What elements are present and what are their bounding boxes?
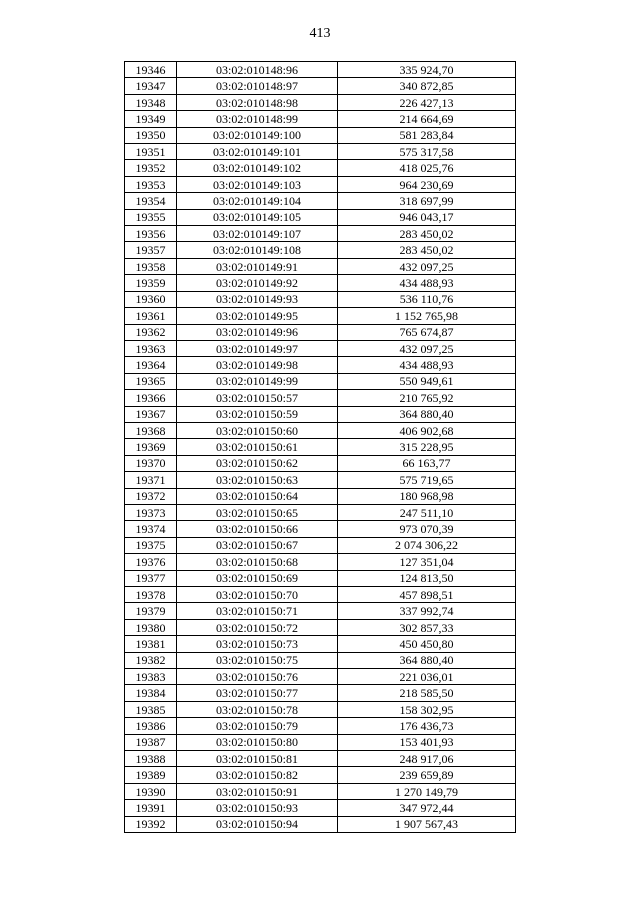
cadastral-number-cell: 03:02:010150:71 <box>177 603 338 619</box>
row-number-cell: 19385 <box>125 701 177 717</box>
value-cell: 347 972,44 <box>338 800 516 816</box>
table-row <box>125 472 516 488</box>
cadastral-number-cell: 03:02:010148:99 <box>177 111 338 127</box>
value-cell: 66 163,77 <box>338 455 516 471</box>
value-cell: 176 436,73 <box>338 718 516 734</box>
cadastral-number-cell: 03:02:010150:77 <box>177 685 338 701</box>
row-number-cell: 19391 <box>125 800 177 816</box>
table-row <box>125 669 516 685</box>
row-number-cell: 19365 <box>125 373 177 389</box>
table-row <box>125 160 516 176</box>
cadastral-number-cell: 03:02:010150:67 <box>177 537 338 553</box>
table-row <box>125 226 516 242</box>
table-row <box>125 209 516 225</box>
table-row <box>125 62 516 78</box>
cadastral-number-cell: 03:02:010150:76 <box>177 669 338 685</box>
value-cell: 364 880,40 <box>338 652 516 668</box>
value-cell: 550 949,61 <box>338 373 516 389</box>
cadastral-number-cell: 03:02:010150:61 <box>177 439 338 455</box>
value-cell: 302 857,33 <box>338 619 516 635</box>
value-cell: 318 697,99 <box>338 193 516 209</box>
table-row <box>125 570 516 586</box>
cadastral-number-cell: 03:02:010149:91 <box>177 258 338 274</box>
value-cell: 1 152 765,98 <box>338 308 516 324</box>
row-number-cell: 19357 <box>125 242 177 258</box>
cadastral-number-cell: 03:02:010150:73 <box>177 636 338 652</box>
row-number-cell: 19350 <box>125 127 177 143</box>
row-number-cell: 19386 <box>125 718 177 734</box>
value-cell: 973 070,39 <box>338 521 516 537</box>
cadastral-number-cell: 03:02:010150:94 <box>177 816 338 832</box>
row-number-cell: 19389 <box>125 767 177 783</box>
value-cell: 337 992,74 <box>338 603 516 619</box>
row-number-cell: 19378 <box>125 587 177 603</box>
table-row <box>125 504 516 520</box>
value-cell: 127 351,04 <box>338 554 516 570</box>
table-row <box>125 636 516 652</box>
row-number-cell: 19388 <box>125 751 177 767</box>
table-row <box>125 734 516 750</box>
value-cell: 315 228,95 <box>338 439 516 455</box>
table-row <box>125 373 516 389</box>
value-cell: 1 907 567,43 <box>338 816 516 832</box>
row-number-cell: 19349 <box>125 111 177 127</box>
table-row <box>125 652 516 668</box>
registry-table-body <box>125 62 516 833</box>
value-cell: 1 270 149,79 <box>338 783 516 799</box>
value-cell: 457 898,51 <box>338 587 516 603</box>
table-row <box>125 619 516 635</box>
value-cell: 210 765,92 <box>338 390 516 406</box>
value-cell: 283 450,02 <box>338 242 516 258</box>
cadastral-number-cell: 03:02:010150:72 <box>177 619 338 635</box>
row-number-cell: 19371 <box>125 472 177 488</box>
row-number-cell: 19370 <box>125 455 177 471</box>
cadastral-number-cell: 03:02:010150:70 <box>177 587 338 603</box>
value-cell: 434 488,93 <box>338 275 516 291</box>
cadastral-number-cell: 03:02:010149:107 <box>177 226 338 242</box>
row-number-cell: 19347 <box>125 78 177 94</box>
cadastral-number-cell: 03:02:010150:80 <box>177 734 338 750</box>
value-cell: 221 036,01 <box>338 669 516 685</box>
row-number-cell: 19364 <box>125 357 177 373</box>
value-cell: 226 427,13 <box>338 94 516 110</box>
cadastral-number-cell: 03:02:010150:81 <box>177 751 338 767</box>
value-cell: 575 719,65 <box>338 472 516 488</box>
row-number-cell: 19390 <box>125 783 177 799</box>
cadastral-number-cell: 03:02:010149:93 <box>177 291 338 307</box>
cadastral-number-cell: 03:02:010150:65 <box>177 504 338 520</box>
row-number-cell: 19362 <box>125 324 177 340</box>
value-cell: 335 924,70 <box>338 62 516 78</box>
table-row <box>125 701 516 717</box>
cadastral-number-cell: 03:02:010149:101 <box>177 144 338 160</box>
cadastral-number-cell: 03:02:010149:104 <box>177 193 338 209</box>
row-number-cell: 19367 <box>125 406 177 422</box>
cadastral-number-cell: 03:02:010150:57 <box>177 390 338 406</box>
cadastral-number-cell: 03:02:010150:91 <box>177 783 338 799</box>
cadastral-number-cell: 03:02:010150:60 <box>177 422 338 438</box>
table-row <box>125 193 516 209</box>
cadastral-number-cell: 03:02:010149:98 <box>177 357 338 373</box>
cadastral-number-cell: 03:02:010149:97 <box>177 340 338 356</box>
value-cell: 2 074 306,22 <box>338 537 516 553</box>
row-number-cell: 19379 <box>125 603 177 619</box>
cadastral-number-cell: 03:02:010149:108 <box>177 242 338 258</box>
value-cell: 964 230,69 <box>338 176 516 192</box>
table-row <box>125 308 516 324</box>
table-row <box>125 275 516 291</box>
table-row <box>125 718 516 734</box>
page-number: 413 <box>309 26 331 41</box>
row-number-cell: 19352 <box>125 160 177 176</box>
row-number-cell: 19382 <box>125 652 177 668</box>
cadastral-number-cell: 03:02:010150:64 <box>177 488 338 504</box>
table-row <box>125 176 516 192</box>
row-number-cell: 19368 <box>125 422 177 438</box>
table-row <box>125 488 516 504</box>
table-row <box>125 455 516 471</box>
row-number-cell: 19374 <box>125 521 177 537</box>
cadastral-number-cell: 03:02:010150:75 <box>177 652 338 668</box>
row-number-cell: 19351 <box>125 144 177 160</box>
row-number-cell: 19354 <box>125 193 177 209</box>
value-cell: 406 902,68 <box>338 422 516 438</box>
table-row <box>125 439 516 455</box>
row-number-cell: 19363 <box>125 340 177 356</box>
table-row <box>125 78 516 94</box>
value-cell: 248 917,06 <box>338 751 516 767</box>
value-cell: 239 659,89 <box>338 767 516 783</box>
cadastral-number-cell: 03:02:010148:98 <box>177 94 338 110</box>
row-number-cell: 19369 <box>125 439 177 455</box>
cadastral-number-cell: 03:02:010149:95 <box>177 308 338 324</box>
row-number-cell: 19358 <box>125 258 177 274</box>
row-number-cell: 19353 <box>125 176 177 192</box>
table-row <box>125 258 516 274</box>
table-row <box>125 603 516 619</box>
value-cell: 364 880,40 <box>338 406 516 422</box>
row-number-cell: 19380 <box>125 619 177 635</box>
cadastral-number-cell: 03:02:010148:96 <box>177 62 338 78</box>
value-cell: 340 872,85 <box>338 78 516 94</box>
row-number-cell: 19373 <box>125 504 177 520</box>
row-number-cell: 19376 <box>125 554 177 570</box>
value-cell: 158 302,95 <box>338 701 516 717</box>
row-number-cell: 19359 <box>125 275 177 291</box>
row-number-cell: 19383 <box>125 669 177 685</box>
cadastral-number-cell: 03:02:010150:78 <box>177 701 338 717</box>
row-number-cell: 19381 <box>125 636 177 652</box>
table-row <box>125 324 516 340</box>
cadastral-number-cell: 03:02:010150:66 <box>177 521 338 537</box>
cadastral-number-cell: 03:02:010149:92 <box>177 275 338 291</box>
table-row <box>125 357 516 373</box>
table-row <box>125 94 516 110</box>
table-row <box>125 751 516 767</box>
row-number-cell: 19348 <box>125 94 177 110</box>
row-number-cell: 19361 <box>125 308 177 324</box>
cadastral-number-cell: 03:02:010149:102 <box>177 160 338 176</box>
row-number-cell: 19384 <box>125 685 177 701</box>
cadastral-number-cell: 03:02:010149:99 <box>177 373 338 389</box>
cadastral-number-cell: 03:02:010150:68 <box>177 554 338 570</box>
table-row <box>125 685 516 701</box>
table-row <box>125 340 516 356</box>
table-row <box>125 554 516 570</box>
registry-table <box>124 61 516 833</box>
row-number-cell: 19355 <box>125 209 177 225</box>
table-row <box>125 783 516 799</box>
table-row <box>125 127 516 143</box>
table-row <box>125 242 516 258</box>
value-cell: 218 585,50 <box>338 685 516 701</box>
value-cell: 765 674,87 <box>338 324 516 340</box>
value-cell: 214 664,69 <box>338 111 516 127</box>
row-number-cell: 19392 <box>125 816 177 832</box>
value-cell: 432 097,25 <box>338 340 516 356</box>
cadastral-number-cell: 03:02:010148:97 <box>177 78 338 94</box>
value-cell: 153 401,93 <box>338 734 516 750</box>
table-row <box>125 800 516 816</box>
value-cell: 450 450,80 <box>338 636 516 652</box>
cadastral-number-cell: 03:02:010149:96 <box>177 324 338 340</box>
row-number-cell: 19377 <box>125 570 177 586</box>
value-cell: 432 097,25 <box>338 258 516 274</box>
cadastral-number-cell: 03:02:010149:100 <box>177 127 338 143</box>
value-cell: 946 043,17 <box>338 209 516 225</box>
value-cell: 180 968,98 <box>338 488 516 504</box>
value-cell: 581 283,84 <box>338 127 516 143</box>
row-number-cell: 19356 <box>125 226 177 242</box>
cadastral-number-cell: 03:02:010150:59 <box>177 406 338 422</box>
table-row <box>125 537 516 553</box>
table-row <box>125 291 516 307</box>
row-number-cell: 19360 <box>125 291 177 307</box>
row-number-cell: 19387 <box>125 734 177 750</box>
cadastral-number-cell: 03:02:010149:103 <box>177 176 338 192</box>
value-cell: 283 450,02 <box>338 226 516 242</box>
row-number-cell: 19375 <box>125 537 177 553</box>
value-cell: 247 511,10 <box>338 504 516 520</box>
table-row <box>125 422 516 438</box>
row-number-cell: 19366 <box>125 390 177 406</box>
cadastral-number-cell: 03:02:010150:69 <box>177 570 338 586</box>
value-cell: 434 488,93 <box>338 357 516 373</box>
row-number-cell: 19346 <box>125 62 177 78</box>
row-number-cell: 19372 <box>125 488 177 504</box>
value-cell: 418 025,76 <box>338 160 516 176</box>
cadastral-number-cell: 03:02:010150:62 <box>177 455 338 471</box>
table-row <box>125 587 516 603</box>
cadastral-number-cell: 03:02:010149:105 <box>177 209 338 225</box>
cadastral-number-cell: 03:02:010150:79 <box>177 718 338 734</box>
value-cell: 124 813,50 <box>338 570 516 586</box>
table-row <box>125 111 516 127</box>
table-row <box>125 767 516 783</box>
table-row <box>125 816 516 832</box>
cadastral-number-cell: 03:02:010150:93 <box>177 800 338 816</box>
table-row <box>125 521 516 537</box>
value-cell: 536 110,76 <box>338 291 516 307</box>
cadastral-number-cell: 03:02:010150:82 <box>177 767 338 783</box>
value-cell: 575 317,58 <box>338 144 516 160</box>
table-row <box>125 144 516 160</box>
table-row <box>125 390 516 406</box>
cadastral-number-cell: 03:02:010150:63 <box>177 472 338 488</box>
table-row <box>125 406 516 422</box>
